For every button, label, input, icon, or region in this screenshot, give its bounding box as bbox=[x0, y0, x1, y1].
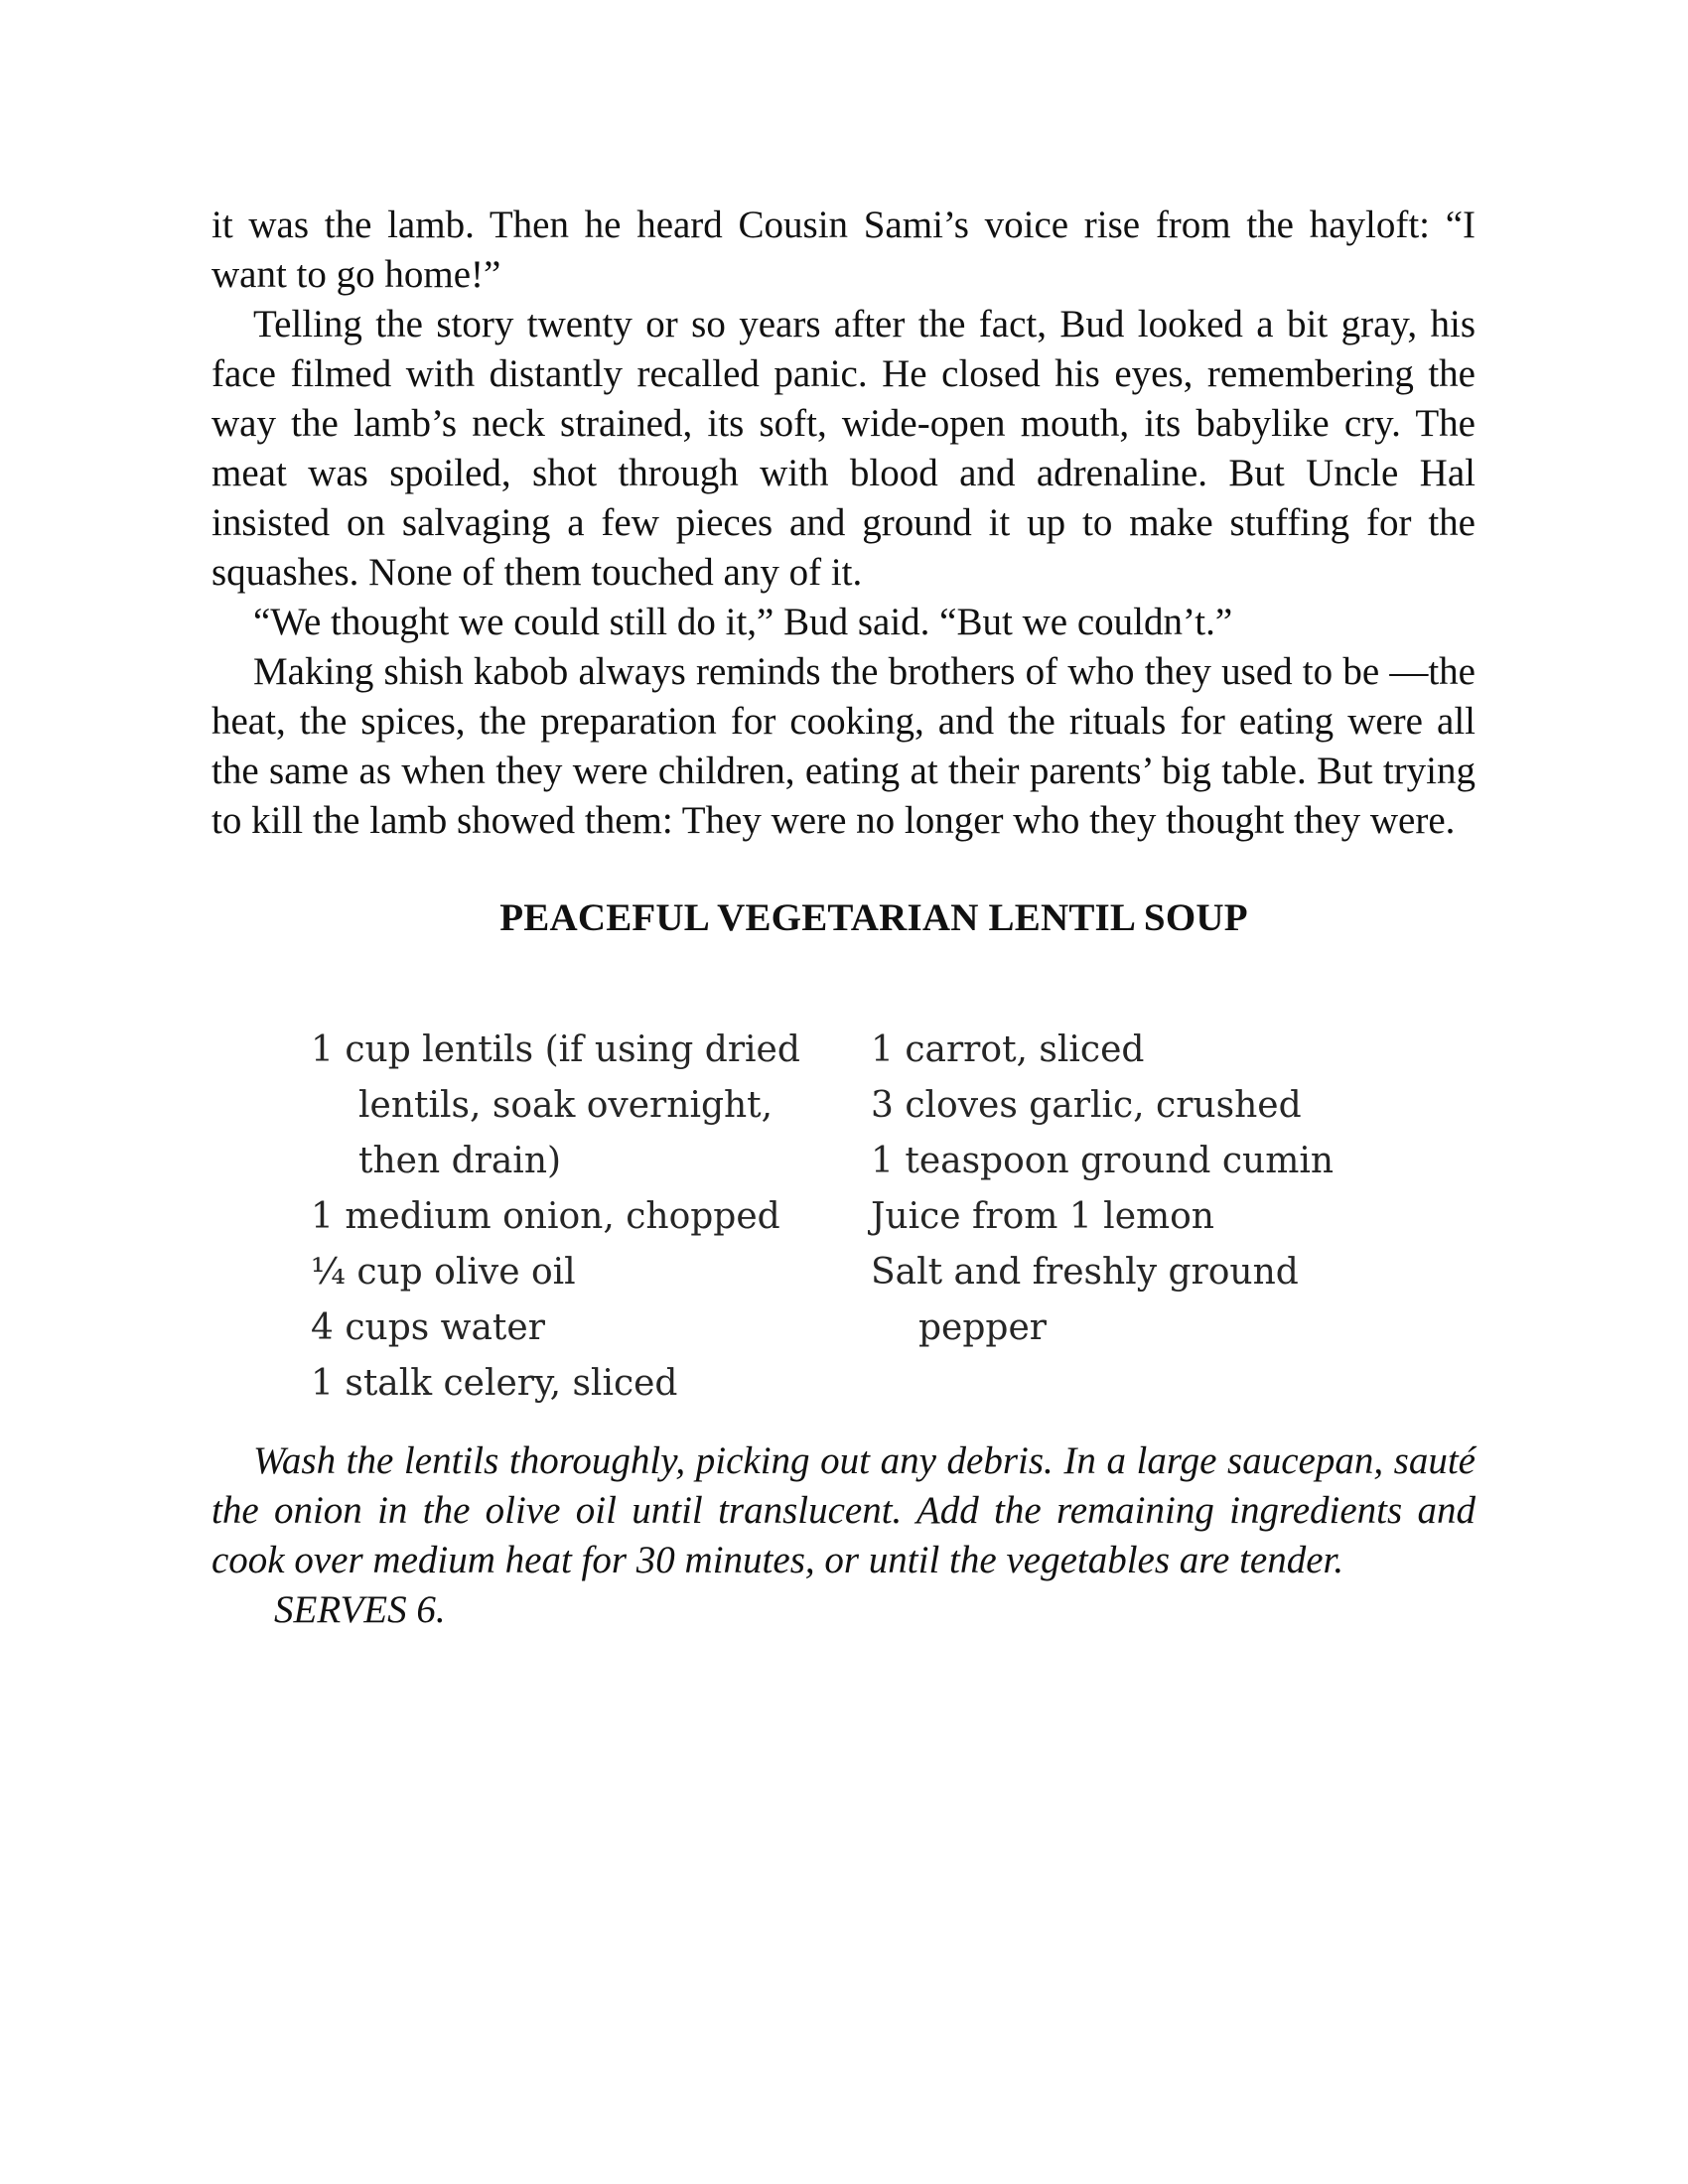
ingredient-item: 1 medium onion, chopped bbox=[311, 1196, 780, 1237]
serves-text: SERVES 6. bbox=[274, 1588, 446, 1631]
ingredients-left-column bbox=[311, 1023, 827, 1412]
ingredient-item: 4 cups water bbox=[311, 1307, 545, 1348]
ingredient-item: 3 cloves garlic, crushed bbox=[871, 1085, 1302, 1126]
ingredient-item: Salt and freshly ground pepper bbox=[871, 1252, 1299, 1348]
paragraph-bud-quote: “We thought we could still do it,” Bud said. “But we couldn’t.” bbox=[253, 601, 1233, 643]
recipe-title: PEACEFUL VEGETARIAN LENTIL SOUP bbox=[499, 896, 1248, 939]
paragraph-shish-kabob: Making shish kabob always reminds the brothers of who they used to be —the heat, the spices, the preparation for cooking, and the rituals for eating were all the same as when they were children, eating at their parents’ big table. But trying to kill the lamb showed them: They were no longer who they thought they were. bbox=[211, 650, 1476, 842]
ingredient-item: 1 teaspoon ground cumin bbox=[871, 1141, 1335, 1181]
recipe-method bbox=[211, 1436, 1476, 1635]
ingredient-item: 1 cup lentils (if using dried lentils, soak overnight, then drain) bbox=[311, 1029, 800, 1181]
ingredient-item: Juice from 1 lemon bbox=[871, 1196, 1214, 1237]
method-text: Wash the lentils thoroughly, picking out any debris. In a large saucepan, sauté the onion in the olive oil until translucent. Add the remaining ingredients and cook over medium heat for 30 minutes, or until the vegetables are tender. bbox=[211, 1439, 1476, 1581]
ingredient-item: 1 carrot, sliced bbox=[871, 1029, 1145, 1070]
ingredient-item: 1 stalk celery, sliced bbox=[311, 1363, 678, 1404]
paragraph-continuation: it was the lamb. Then he heard Cousin Sami’s voice rise from the hayloft: “I want to go home!” bbox=[211, 204, 1476, 296]
ingredients-right-column bbox=[871, 1023, 1427, 1356]
narrative-text bbox=[211, 201, 1476, 846]
paragraph-bud-story: Telling the story twenty or so years after the fact, Bud looked a bit gray, his face filmed with distantly recalled panic. He closed his eyes, remembering the way the lamb’s neck strained, its soft, wide-open mouth, its babylike cry. The meat was spoiled, shot through with blood and adrenaline. But Uncle Hal insisted on salvaging a few pieces and ground it up to make stuffing for the squashes. None of them touched any of it. bbox=[211, 303, 1476, 594]
ingredient-item: ¼ cup olive oil bbox=[311, 1252, 576, 1293]
